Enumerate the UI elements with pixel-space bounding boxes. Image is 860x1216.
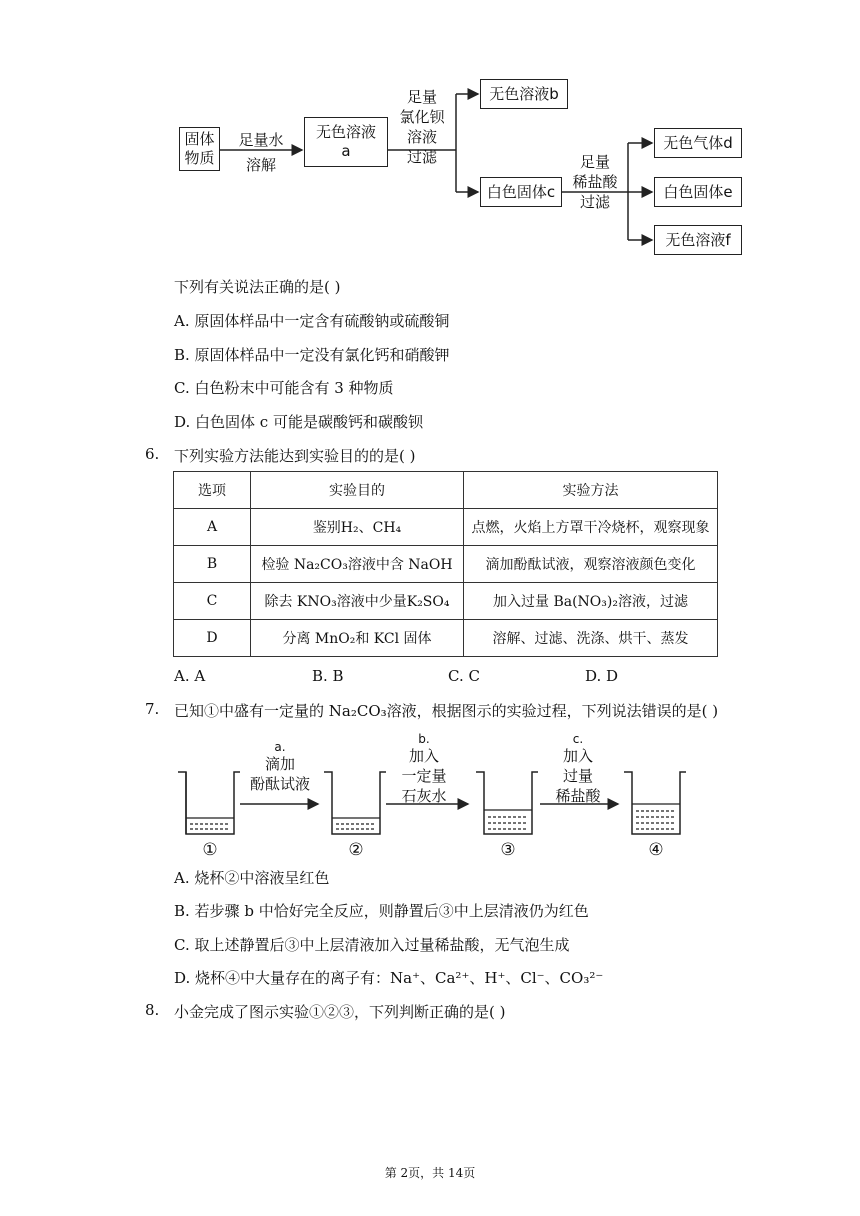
solid-substance-label: 固体物质 (184, 130, 215, 167)
step-line: 石灰水 (401, 787, 447, 805)
step-line: 酚酞试液 (249, 775, 310, 793)
q5-option-a: A. 原固体样品中一定含有硫酸钠或硫酸铜 (174, 312, 450, 330)
solid-e-label: 白色固体e (663, 182, 733, 201)
step-tag: b. (418, 732, 430, 746)
beaker-label-2: ② (348, 840, 364, 860)
table-row (174, 620, 718, 657)
table-cell: B (174, 546, 251, 583)
table-row (174, 583, 718, 620)
table-cell: 鉴别H₂、CH₄ (251, 509, 464, 546)
step-a-labels (244, 740, 316, 794)
q7-number: 7. (145, 700, 160, 718)
step-line: 稀盐酸 (555, 787, 601, 805)
solid-substance-box (179, 127, 220, 171)
q5-option-d: D. 白色固体 c 可能是碳酸钙和碳酸钡 (174, 413, 423, 431)
q7-option-a: A. 烧杯②中溶液呈红色 (174, 869, 330, 887)
table-row (174, 546, 718, 583)
table-header: 实验方法 (464, 472, 718, 509)
table-cell: 溶解、过滤、洗涤、烘干、蒸发 (464, 620, 718, 657)
step1-top-label: 足量水 (238, 131, 284, 149)
step3-line: 稀盐酸 (572, 173, 618, 191)
solid-c-label: 白色固体c (486, 182, 556, 201)
beaker-2 (324, 772, 386, 834)
q7-option-d: D. 烧杯④中大量存在的离子有：Na⁺、Ca²⁺、H⁺、Cl⁻、CO₃²⁻ (174, 969, 604, 987)
table-cell: 除去 KNO₃溶液中少量K₂SO₄ (251, 583, 464, 620)
table-header-row (174, 472, 718, 509)
solution-a-box (304, 117, 388, 167)
table-cell: 点燃，火焰上方罩干冷烧杯，观察现象 (464, 509, 718, 546)
beaker-4 (624, 772, 686, 834)
q6-answer-b: B. B (312, 667, 344, 685)
q7-stem: 已知①中盛有一定量的 Na₂CO₃溶液，根据图示的实验过程，下列说法错误的是( ) (174, 702, 719, 720)
table-cell: 加入过量 Ba(NO₃)₂溶液，过滤 (464, 583, 718, 620)
gas-d-label: 无色气体d (663, 133, 733, 152)
step2-line: 足量 (406, 88, 437, 106)
step-line: 过量 (562, 767, 593, 785)
table-cell: 检验 Na₂CO₃溶液中含 NaOH (251, 546, 464, 583)
beaker-label-1: ① (202, 840, 218, 860)
step-line: 加入 (562, 747, 593, 765)
step-line: 滴加 (264, 755, 295, 773)
table-cell: 滴加酚酞试液，观察溶液颜色变化 (464, 546, 718, 583)
solution-f-label: 无色溶液f (665, 230, 731, 249)
q5-stem: 下列有关说法正确的是( ) (174, 278, 341, 296)
step-tag: a. (274, 740, 286, 754)
q6-answer-c: C. C (448, 667, 480, 685)
q7-option-b: B. 若步骤 b 中恰好完全反应，则静置后③中上层清液仍为红色 (174, 902, 589, 920)
solution-f-box (654, 225, 742, 255)
beaker-label-3: ③ (500, 840, 516, 860)
table-row (174, 509, 718, 546)
step3-line: 过滤 (579, 193, 610, 211)
solution-b-label: 无色溶液b (489, 84, 559, 103)
table-cell: 分离 MnO₂和 KCl 固体 (251, 620, 464, 657)
solution-b-box (480, 79, 568, 109)
step2-line: 溶液 (406, 128, 437, 146)
step-b-labels (388, 732, 460, 806)
step2-line: 过滤 (406, 148, 437, 166)
beaker-label-4: ④ (648, 840, 664, 860)
page-footer: 第 2页，共 14页 (384, 1166, 476, 1180)
q5-option-b: B. 原固体样品中一定没有氯化钙和硝酸钾 (174, 346, 450, 364)
solid-c-box (480, 177, 562, 207)
beaker-1 (178, 772, 240, 834)
solution-a-letter: a (341, 142, 351, 160)
solid-e-box (654, 177, 742, 207)
step2-line: 氯化钡 (399, 108, 445, 126)
table-cell: A (174, 509, 251, 546)
table-header: 实验目的 (251, 472, 464, 509)
q8-number: 8. (145, 1001, 160, 1019)
step-line: 加入 (408, 747, 439, 765)
q6-answer-d: D. D (585, 667, 619, 685)
step2-labels (392, 87, 452, 167)
q6-answer-a: A. A (174, 667, 206, 685)
step-tag: c. (572, 732, 584, 746)
table-cell: C (174, 583, 251, 620)
q7-option-c: C. 取上述静置后③中上层清液加入过量稀盐酸，无气泡生成 (174, 936, 570, 954)
step3-line: 足量 (579, 153, 610, 171)
gas-d-box (654, 128, 742, 158)
beaker-3 (476, 772, 538, 834)
q6-number: 6. (145, 445, 160, 463)
solution-a-label: 无色溶液 (315, 123, 376, 141)
q6-table (173, 471, 718, 657)
q5-option-c: C. 白色粉末中可能含有 3 种物质 (174, 379, 394, 397)
step-line: 一定量 (401, 767, 447, 785)
step1-bottom-label: 溶解 (245, 156, 276, 174)
table-cell: D (174, 620, 251, 657)
q8-stem: 小金完成了图示实验①②③，下列判断正确的是( ) (174, 1003, 506, 1021)
q6-stem: 下列实验方法能达到实验目的的是( ) (174, 447, 416, 465)
step-c-labels (542, 732, 614, 806)
table-header: 选项 (174, 472, 251, 509)
step3-labels (563, 152, 627, 212)
